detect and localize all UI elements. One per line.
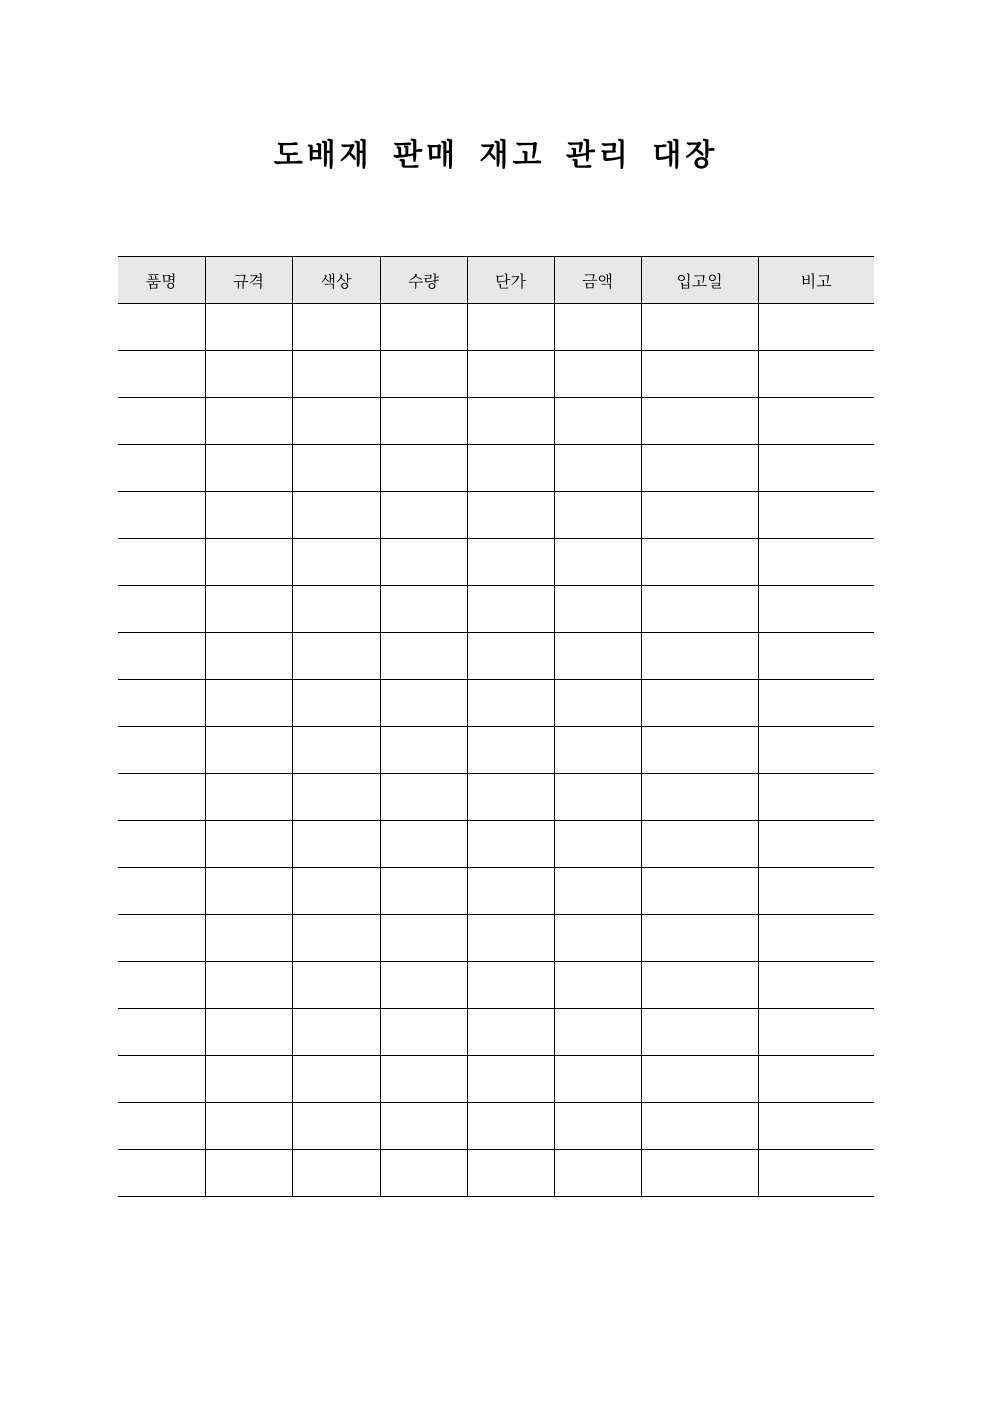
table-cell[interactable] xyxy=(380,868,467,915)
table-row xyxy=(118,304,874,351)
table-cell[interactable] xyxy=(641,633,758,680)
table-cell[interactable] xyxy=(118,680,205,727)
table-cell[interactable] xyxy=(554,492,641,539)
table-cell[interactable] xyxy=(641,868,758,915)
table-cell[interactable] xyxy=(554,1009,641,1056)
table-cell[interactable] xyxy=(380,492,467,539)
table-cell[interactable] xyxy=(380,821,467,868)
table-cell[interactable] xyxy=(758,821,874,868)
table-cell[interactable] xyxy=(118,492,205,539)
table-cell[interactable] xyxy=(380,915,467,962)
table-row xyxy=(118,539,874,586)
table-cell[interactable] xyxy=(118,774,205,821)
table-cell[interactable] xyxy=(467,1009,554,1056)
table-cell[interactable] xyxy=(205,586,292,633)
table-cell[interactable] xyxy=(758,774,874,821)
table-cell[interactable] xyxy=(118,1103,205,1150)
table-cell[interactable] xyxy=(292,492,380,539)
table-cell[interactable] xyxy=(380,1009,467,1056)
table-cell[interactable] xyxy=(758,1103,874,1150)
table-cell[interactable] xyxy=(758,398,874,445)
header-quantity: 수량 xyxy=(380,257,467,304)
table-cell[interactable] xyxy=(467,539,554,586)
table-cell[interactable] xyxy=(292,351,380,398)
table-cell[interactable] xyxy=(758,586,874,633)
table-cell[interactable] xyxy=(641,1009,758,1056)
table-cell[interactable] xyxy=(554,633,641,680)
table-cell[interactable] xyxy=(205,868,292,915)
table-cell[interactable] xyxy=(641,821,758,868)
inventory-ledger-table xyxy=(118,256,874,1197)
table-cell[interactable] xyxy=(380,398,467,445)
table-row xyxy=(118,680,874,727)
table-cell[interactable] xyxy=(380,351,467,398)
table-cell[interactable] xyxy=(641,398,758,445)
table-cell[interactable] xyxy=(205,680,292,727)
table-cell[interactable] xyxy=(205,727,292,774)
table-cell[interactable] xyxy=(758,304,874,351)
table-cell[interactable] xyxy=(554,1056,641,1103)
table-row xyxy=(118,492,874,539)
table-cell[interactable] xyxy=(292,304,380,351)
table-cell[interactable] xyxy=(292,774,380,821)
table-cell[interactable] xyxy=(758,351,874,398)
table-cell[interactable] xyxy=(467,1103,554,1150)
table-cell[interactable] xyxy=(641,1103,758,1150)
table-cell[interactable] xyxy=(554,727,641,774)
table-cell[interactable] xyxy=(758,962,874,1009)
header-spec: 규격 xyxy=(205,257,292,304)
table-cell[interactable] xyxy=(380,1056,467,1103)
table-row xyxy=(118,727,874,774)
table-cell[interactable] xyxy=(380,586,467,633)
table-row xyxy=(118,1103,874,1150)
table-cell[interactable] xyxy=(554,1103,641,1150)
table-cell[interactable] xyxy=(758,680,874,727)
table-cell[interactable] xyxy=(118,351,205,398)
table-cell[interactable] xyxy=(292,868,380,915)
table-cell[interactable] xyxy=(118,398,205,445)
table-cell[interactable] xyxy=(467,680,554,727)
header-unit-price: 단가 xyxy=(467,257,554,304)
table-cell[interactable] xyxy=(292,1056,380,1103)
table-cell[interactable] xyxy=(467,492,554,539)
table-cell[interactable] xyxy=(467,727,554,774)
table-cell[interactable] xyxy=(118,915,205,962)
table-cell[interactable] xyxy=(380,304,467,351)
table-cell[interactable] xyxy=(118,821,205,868)
table-cell[interactable] xyxy=(380,680,467,727)
table-cell[interactable] xyxy=(292,1150,380,1197)
table-cell[interactable] xyxy=(292,680,380,727)
table-row xyxy=(118,633,874,680)
table-cell[interactable] xyxy=(292,727,380,774)
table-row xyxy=(118,915,874,962)
table-cell[interactable] xyxy=(641,445,758,492)
table-cell[interactable] xyxy=(118,1056,205,1103)
table-cell[interactable] xyxy=(467,962,554,1009)
table-cell[interactable] xyxy=(641,774,758,821)
table-cell[interactable] xyxy=(380,1150,467,1197)
table-cell[interactable] xyxy=(467,1056,554,1103)
table-cell[interactable] xyxy=(467,774,554,821)
table-cell[interactable] xyxy=(292,398,380,445)
table-row xyxy=(118,774,874,821)
table-cell[interactable] xyxy=(641,586,758,633)
table-cell[interactable] xyxy=(467,633,554,680)
table-row xyxy=(118,351,874,398)
table-cell[interactable] xyxy=(205,1056,292,1103)
table-cell[interactable] xyxy=(467,304,554,351)
table-cell[interactable] xyxy=(118,727,205,774)
table-cell[interactable] xyxy=(554,539,641,586)
table-cell[interactable] xyxy=(554,304,641,351)
header-item-name: 품명 xyxy=(118,257,205,304)
table-cell[interactable] xyxy=(118,539,205,586)
table-cell[interactable] xyxy=(554,586,641,633)
table-cell[interactable] xyxy=(380,774,467,821)
table-cell[interactable] xyxy=(205,1150,292,1197)
table-cell[interactable] xyxy=(205,1009,292,1056)
table-cell[interactable] xyxy=(641,492,758,539)
table-cell[interactable] xyxy=(292,1103,380,1150)
table-cell[interactable] xyxy=(380,727,467,774)
table-cell[interactable] xyxy=(641,1150,758,1197)
table-cell[interactable] xyxy=(554,774,641,821)
header-row xyxy=(118,257,874,304)
table-cell[interactable] xyxy=(467,821,554,868)
table-cell[interactable] xyxy=(205,351,292,398)
table-cell[interactable] xyxy=(758,915,874,962)
table-cell[interactable] xyxy=(758,1009,874,1056)
table-cell[interactable] xyxy=(554,398,641,445)
table-cell[interactable] xyxy=(467,586,554,633)
table-cell[interactable] xyxy=(641,1056,758,1103)
table-cell[interactable] xyxy=(292,539,380,586)
table-row xyxy=(118,445,874,492)
table-cell[interactable] xyxy=(467,445,554,492)
table-cell[interactable] xyxy=(641,962,758,1009)
table-cell[interactable] xyxy=(554,680,641,727)
table-cell[interactable] xyxy=(292,633,380,680)
table-cell[interactable] xyxy=(641,680,758,727)
table-cell[interactable] xyxy=(758,1056,874,1103)
table-cell[interactable] xyxy=(758,633,874,680)
table-cell[interactable] xyxy=(641,727,758,774)
table-cell[interactable] xyxy=(292,915,380,962)
table-cell[interactable] xyxy=(205,304,292,351)
table-cell[interactable] xyxy=(641,304,758,351)
table-cell[interactable] xyxy=(758,868,874,915)
table-cell[interactable] xyxy=(554,1150,641,1197)
header-remarks: 비고 xyxy=(758,257,874,304)
header-received-date: 입고일 xyxy=(641,257,758,304)
table-cell[interactable] xyxy=(758,492,874,539)
table-cell[interactable] xyxy=(118,633,205,680)
table-row xyxy=(118,821,874,868)
table-cell[interactable] xyxy=(467,351,554,398)
table-cell[interactable] xyxy=(641,351,758,398)
table-cell[interactable] xyxy=(380,539,467,586)
table-cell[interactable] xyxy=(641,539,758,586)
table-cell[interactable] xyxy=(205,915,292,962)
table-cell[interactable] xyxy=(380,1103,467,1150)
table-cell[interactable] xyxy=(467,868,554,915)
table-body xyxy=(118,304,874,1197)
table-row xyxy=(118,868,874,915)
table-cell[interactable] xyxy=(467,398,554,445)
table-row xyxy=(118,1009,874,1056)
table-row xyxy=(118,1056,874,1103)
table-cell[interactable] xyxy=(205,539,292,586)
table-cell[interactable] xyxy=(205,774,292,821)
table-cell[interactable] xyxy=(554,445,641,492)
table-cell[interactable] xyxy=(758,445,874,492)
table-cell[interactable] xyxy=(292,586,380,633)
table-cell[interactable] xyxy=(758,539,874,586)
table-cell[interactable] xyxy=(205,633,292,680)
table-cell[interactable] xyxy=(205,398,292,445)
table-cell[interactable] xyxy=(641,915,758,962)
table-cell[interactable] xyxy=(118,1150,205,1197)
table-cell[interactable] xyxy=(118,304,205,351)
table-cell[interactable] xyxy=(554,915,641,962)
table-cell[interactable] xyxy=(380,633,467,680)
table-cell[interactable] xyxy=(205,445,292,492)
table-row xyxy=(118,1150,874,1197)
table-cell[interactable] xyxy=(118,868,205,915)
table-cell[interactable] xyxy=(380,445,467,492)
table-cell[interactable] xyxy=(554,962,641,1009)
header-color: 색상 xyxy=(292,257,380,304)
table-cell[interactable] xyxy=(118,1009,205,1056)
table-cell[interactable] xyxy=(205,1103,292,1150)
header-amount: 금액 xyxy=(554,257,641,304)
table-cell[interactable] xyxy=(292,445,380,492)
table-cell[interactable] xyxy=(205,492,292,539)
table-cell[interactable] xyxy=(758,1150,874,1197)
table-cell[interactable] xyxy=(292,962,380,1009)
table-cell[interactable] xyxy=(554,821,641,868)
table-cell[interactable] xyxy=(118,586,205,633)
table-row xyxy=(118,398,874,445)
table-cell[interactable] xyxy=(758,727,874,774)
table-cell[interactable] xyxy=(118,445,205,492)
table-cell[interactable] xyxy=(467,1150,554,1197)
table-row xyxy=(118,586,874,633)
page-title: 도배재 판매 재고 관리 대장 xyxy=(273,138,719,173)
table-cell[interactable] xyxy=(292,821,380,868)
table-cell[interactable] xyxy=(554,868,641,915)
table-cell[interactable] xyxy=(554,351,641,398)
table-cell[interactable] xyxy=(380,962,467,1009)
table-row xyxy=(118,962,874,1009)
table-cell[interactable] xyxy=(205,962,292,1009)
table-cell[interactable] xyxy=(292,1009,380,1056)
table-cell[interactable] xyxy=(467,915,554,962)
table-cell[interactable] xyxy=(118,962,205,1009)
table-cell[interactable] xyxy=(205,821,292,868)
